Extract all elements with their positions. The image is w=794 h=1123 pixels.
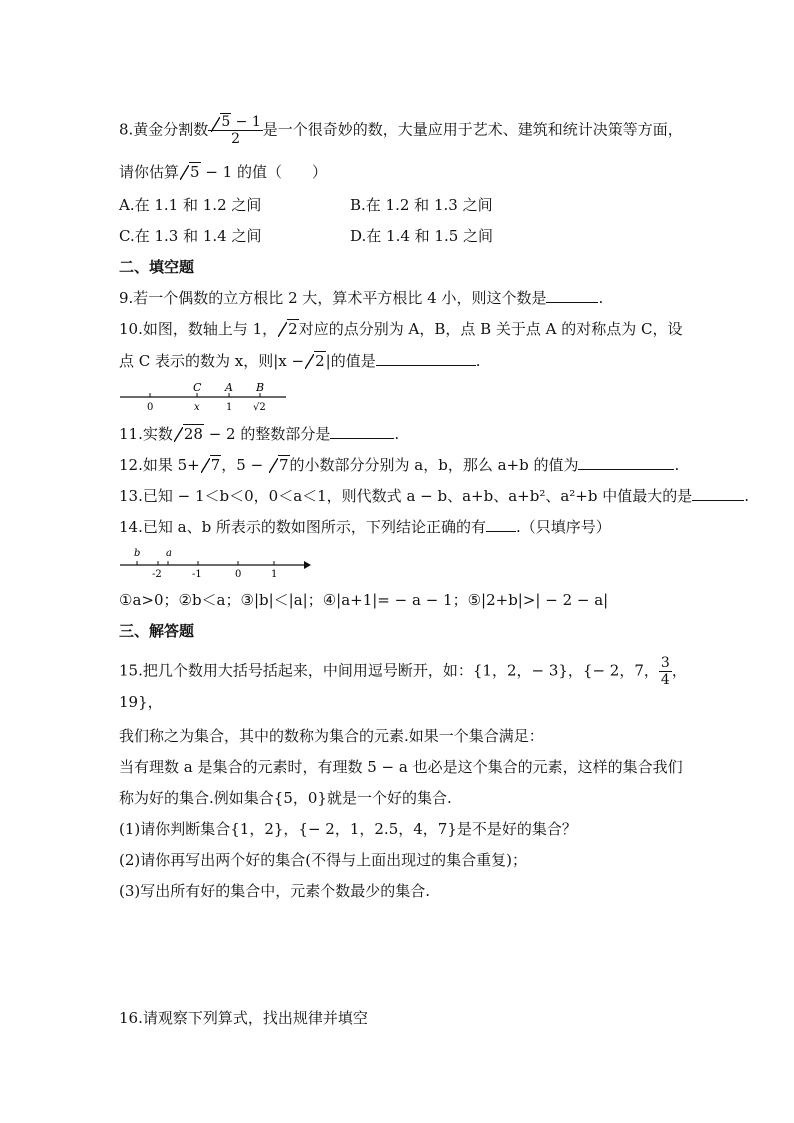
q10-label-sqrt2: √2: [253, 402, 266, 413]
q10-label-0: 0: [147, 402, 154, 413]
q14: [119, 517, 611, 537]
q8-line1: [119, 114, 683, 147]
q11-end: .: [394, 425, 400, 443]
q9-end: .: [598, 289, 604, 307]
q8-option-d: D.在 1.4 和 1.5 之间: [350, 227, 494, 245]
q10-end: .: [475, 352, 481, 370]
q10-l1-suffix: 对应的点分别为 A，B，点 B 关于点 A 的对称点为 C，设: [298, 320, 683, 338]
q8-line2: [119, 162, 327, 182]
q15-line5: 称为好的集合.例如集合{5，0}就是一个好的集合.: [119, 789, 452, 807]
q15-line2: 19}，: [119, 693, 163, 711]
q15-line1: [119, 655, 687, 688]
q14-label-1: 1: [271, 569, 278, 579]
q12-mid: ，5 −: [221, 456, 268, 474]
q14-answer-blank[interactable]: [486, 517, 516, 532]
q8-options-row1: [119, 195, 261, 215]
q13: [119, 486, 749, 506]
q12-radicand-1: 7: [210, 456, 221, 474]
q15-part3: (3)写出所有好的集合中，元素个数最少的集合.: [119, 882, 431, 900]
q9-text: 9.若一个偶数的立方根比 2 大，算术平方根比 4 小，则这个数是: [119, 289, 547, 307]
q10-label-x: x: [194, 402, 200, 413]
q11-prefix: 11.实数: [119, 425, 173, 443]
q15-line4: 当有理数 a 是集合的元素时，有理数 5 − a 也必是这个集合的元素，这样的集合我们: [119, 758, 683, 776]
q11-mid: − 2 的整数部分是: [203, 425, 331, 443]
q14-label-m1: -1: [192, 569, 202, 579]
q10-number-line: [118, 380, 288, 414]
q10-l2-prefix: 点 C 表示的数为 x，则|x −: [119, 352, 305, 370]
q8-option-c: C.在 1.3 和 1.4 之间: [119, 227, 262, 245]
golden-radicand: 5: [221, 114, 231, 130]
q14-axis-arrow: [304, 561, 311, 569]
q8-option-b-row: [350, 195, 493, 215]
q12-suffix: 的小数部分分别为 a，b，那么 a+b 的值为: [289, 456, 579, 474]
q12-prefix: 12.如果 5+: [119, 456, 200, 474]
q14-text: 14.已知 a、b 所表示的数如图所示，下列结论正确的有: [119, 518, 486, 536]
q8-line2-radicand: 5: [190, 163, 200, 181]
golden-num-tail: − 1: [231, 114, 261, 130]
q8-options-row2: [119, 226, 262, 246]
q10-l2-radicand: 2: [315, 352, 325, 370]
q16: 16.请观察下列算式，找出规律并填空: [119, 1009, 368, 1027]
q11-answer-blank[interactable]: [330, 424, 394, 439]
q11-radicand: 28: [183, 425, 203, 443]
golden-ratio-fraction: [208, 114, 262, 147]
q12-answer-blank[interactable]: [578, 455, 674, 470]
q15-part2: (2)请你再写出两个好的集合(不得与上面出现过的集合重复)；: [119, 851, 527, 869]
q13-text: 13.已知 − 1＜b＜0，0＜a＜1，则代数式 a − b、a+b、a+b²、a²+b 中值最大的是: [119, 487, 693, 505]
q11: [119, 424, 399, 444]
q10-l2-suffix: |的值是: [325, 352, 376, 370]
section-fill-in-heading: 二、填空题: [119, 258, 195, 276]
q15-frac-den: 4: [660, 672, 670, 688]
q12-end: .: [674, 456, 680, 474]
q14-label-0: 0: [235, 569, 242, 579]
q10-label-A: A: [225, 381, 233, 394]
q14-label-m2: -2: [152, 569, 162, 579]
q10-l1-prefix: 10.如图，数轴上与 1，: [119, 320, 278, 338]
q13-end: .: [744, 487, 750, 505]
q15-fraction: [659, 655, 672, 688]
q8-suffix: 是一个很奇妙的数，大量应用于艺术、建筑和统计决策等方面，: [262, 120, 683, 139]
q10-label-C: C: [193, 381, 202, 394]
q15-l1: 15.把几个数用大括号括起来，中间用逗号断开，如：{1，2，− 3}，{− 2，7，: [119, 661, 659, 680]
q14-label-b: b: [134, 548, 141, 559]
section-solve-heading: 三、解答题: [119, 622, 195, 640]
q9-answer-blank[interactable]: [546, 288, 598, 303]
q14-label-a: a: [166, 548, 172, 559]
q9: [119, 288, 603, 308]
q8-option-a: A.在 1.1 和 1.2 之间: [119, 196, 262, 214]
q15-line3: 我们称之为集合，其中的数称为集合的元素.如果一个集合满足：: [119, 727, 544, 745]
q14-number-line: [118, 543, 313, 579]
q14-options: ①a>0；②b＜a；③|b|＜|a|；④|a+1|= − a − 1；⑤|2+b|>| − 2 − a|: [119, 591, 609, 609]
q8-option-b: B.在 1.2 和 1.3 之间: [350, 196, 493, 214]
q8-line2-prefix: 请你估算: [119, 163, 180, 181]
q10-answer-blank[interactable]: [376, 351, 476, 366]
q8-line2-suffix: − 1 的值（ ）: [200, 163, 327, 181]
q10-label-B: B: [256, 381, 265, 394]
golden-denominator: 2: [231, 131, 240, 147]
q10-label-1: 1: [226, 402, 233, 413]
q14-end: .（只填序号）: [515, 518, 611, 536]
q8-prefix: 8.黄金分割数: [119, 120, 209, 139]
q12: [119, 455, 679, 475]
q8-option-d-row: [350, 226, 493, 246]
q10-line2: [119, 351, 480, 371]
q15-part1: (1)请你判断集合{1，2}，{− 2，1，2.5，4，7}是不是好的集合？: [119, 820, 577, 838]
q10-l1-radicand: 2: [288, 320, 298, 338]
q13-answer-blank[interactable]: [692, 486, 744, 501]
q10-line1: [119, 319, 683, 339]
q15-l1-end: ，: [671, 661, 687, 680]
q15-frac-num: 3: [660, 655, 670, 671]
q12-radicand-2: 7: [278, 456, 289, 474]
